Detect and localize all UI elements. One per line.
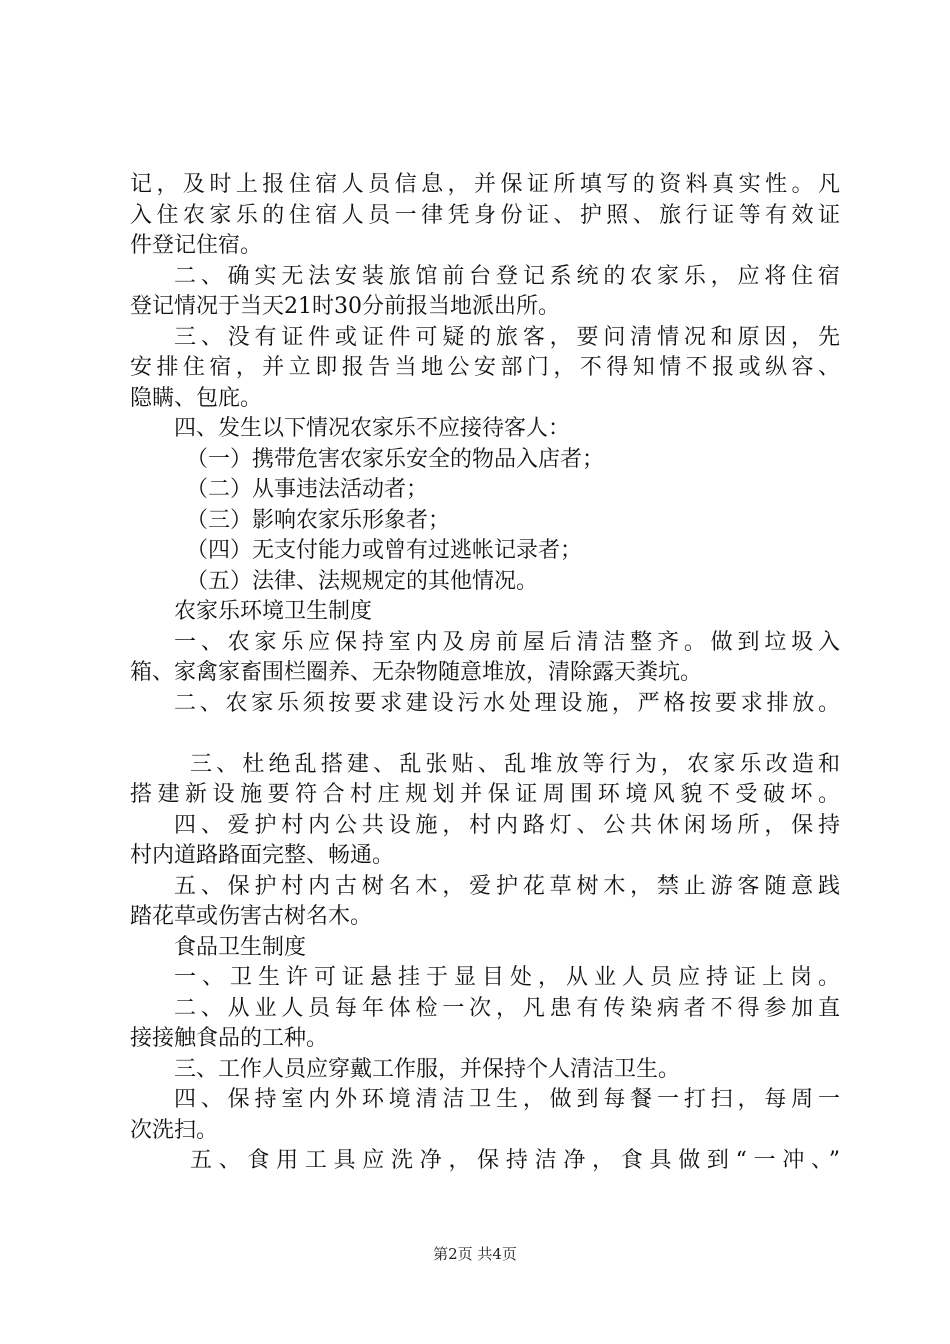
- section-heading: 食品卫生制度: [174, 934, 307, 960]
- text-line: 隐瞒、包庇。: [130, 385, 263, 411]
- section-heading: 农家乐环境卫生制度: [174, 599, 373, 624]
- text-line: 次洗扫。: [130, 1117, 219, 1143]
- text-line: 接接触食品的工种。: [130, 1026, 329, 1051]
- text-line: 四、保持室内外环境清洁卫生，做到每餐一打扫，每周一: [174, 1087, 840, 1112]
- text-line: 二、确实无法安装旅馆前台登记系统的农家乐，应将住宿: [174, 263, 840, 289]
- text-line: 入住农家乐的住宿人员一律凭身份证、护照、旅行证等有效证: [130, 202, 840, 228]
- list-item: （五）法律、法规规定的其他情况。: [186, 568, 539, 594]
- text-line: 二、从业人员每年体检一次，凡患有传染病者不得参加直: [174, 995, 840, 1021]
- text-line: 五、食用工具应洗净，保持洁净，食具做到“一冲、”: [190, 1148, 840, 1173]
- text-line: 安排住宿，并立即报告当地公安部门，不得知情不报或纵容、: [130, 355, 840, 380]
- text-line: 二、农家乐须按要求建设污水处理设施，严格按要求排放。: [174, 690, 840, 716]
- text-line: 登记情况于当天21时30分前报当地派出所。: [130, 294, 560, 319]
- text-line: 三、工作人员应穿戴工作服，并保持个人清洁卫生。: [174, 1056, 681, 1082]
- text-line: 四、爱护村内公共设施，村内路灯、公共休闲场所，保持: [174, 812, 840, 838]
- text-line: 三、杜绝乱搭建、乱张贴、乱堆放等行为，农家乐改造和: [190, 751, 840, 777]
- list-item: （四）无支付能力或曾有过逃帐记录者；: [186, 538, 583, 563]
- list-item: （三）影响农家乐形象者；: [186, 507, 451, 533]
- list-item: （二）从事违法活动者；: [186, 477, 429, 502]
- text-line: 箱、家禽家畜围栏圈养、无杂物随意堆放，清除露天粪坑。: [130, 660, 703, 685]
- text-line: 五、保护村内古树名木，爱护花草树木，禁止游客随意践: [174, 873, 840, 899]
- document-body: [130, 170, 840, 1177]
- text-line: 一、农家乐应保持室内及房前屋后清洁整齐。做到垃圾入: [174, 629, 840, 655]
- list-item: （一）携带危害农家乐安全的物品入店者；: [186, 446, 605, 472]
- text-line: 四、发生以下情况农家乐不应接待客人：: [174, 416, 571, 441]
- text-line: 村内道路路面完整、畅通。: [130, 843, 395, 868]
- text-line: 三、没有证件或证件可疑的旅客，要问清情况和原因，先: [174, 324, 840, 350]
- page-footer: 第2页 共4页: [433, 1245, 517, 1263]
- text-line: 记，及时上报住宿人员信息，并保证所填写的资料真实性。凡: [130, 172, 840, 197]
- text-line: 踏花草或伤害古树名木。: [130, 904, 373, 929]
- text-line: 搭建新设施要符合村庄规划并保证周围环境风貌不受破坏。: [130, 782, 840, 807]
- text-line: 一、卫生许可证悬挂于显目处，从业人员应持证上岗。: [174, 965, 840, 990]
- text-line: 件登记住宿。: [130, 233, 263, 258]
- blank-line: [130, 719, 840, 750]
